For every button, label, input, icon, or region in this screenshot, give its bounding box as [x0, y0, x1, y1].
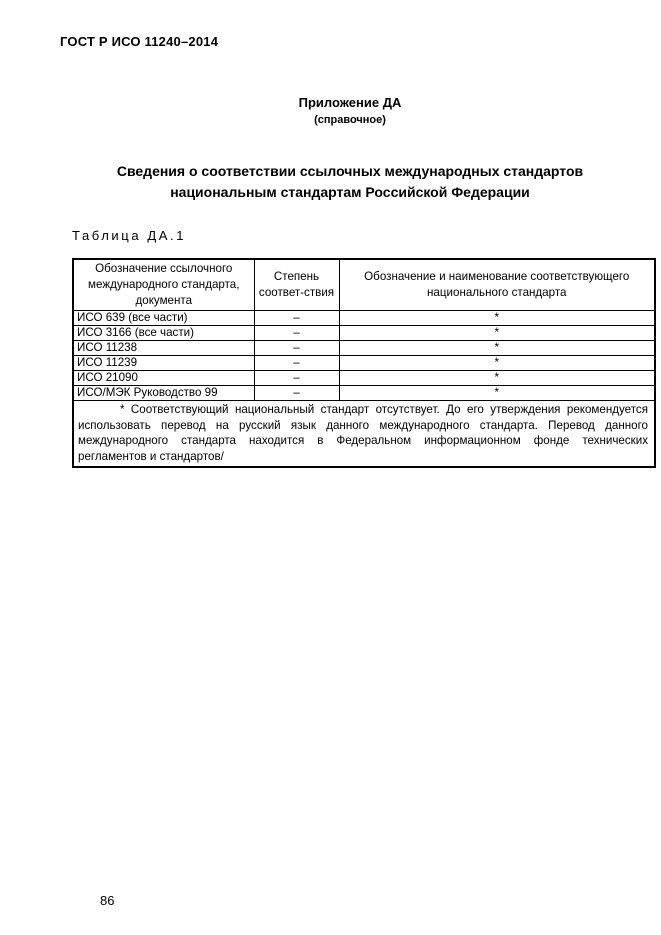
header-degree-of-correspondence: Степень соответ-ствия: [254, 259, 339, 311]
cell-national: *: [339, 371, 655, 386]
cell-national: *: [339, 386, 655, 401]
header-national-standard: Обозначение и наименование соответствующего национального стандарта: [339, 259, 655, 311]
cell-standard: ИСО 11238: [73, 341, 254, 356]
cell-standard: ИСО 11239: [73, 356, 254, 371]
cell-national: *: [339, 326, 655, 341]
appendix-subtitle: (справочное): [314, 114, 386, 126]
cell-national: *: [339, 356, 655, 371]
appendix-title: Приложение ДА: [298, 95, 402, 110]
document-code: ГОСТ Р ИСО 11240–2014: [60, 34, 219, 49]
cell-degree: –: [254, 371, 339, 386]
section-heading-line-2: национальным стандартам Российской Федерации: [170, 184, 530, 200]
table-row: [73, 371, 655, 386]
table-footnote: * Соответствующий национальный стандарт отсутствует. До его утверждения рекомендуется использовать перевод на русский язык данного международного стандарта. Перевод данного международного стандарта находится в Федеральном информационном фонде технических регламентов и стандартов/: [78, 403, 648, 463]
table-row: [73, 311, 655, 326]
cell-degree: –: [254, 326, 339, 341]
table-note-row: [73, 401, 655, 468]
correspondence-table: [72, 258, 656, 468]
cell-standard: ИСО/МЭК Руководство 99: [73, 386, 254, 401]
table-row: [73, 386, 655, 401]
correspondence-table-wrapper: [72, 258, 654, 468]
table-row: [73, 356, 655, 371]
cell-degree: –: [254, 311, 339, 326]
cell-standard: ИСО 3166 (все части): [73, 326, 254, 341]
table-note-cell: [73, 401, 655, 468]
cell-national: *: [339, 341, 655, 356]
header-international-standard: Обозначение ссылочного международного стандарта, документа: [73, 259, 254, 311]
table-header-row: [73, 259, 655, 311]
cell-degree: –: [254, 341, 339, 356]
page-number: 86: [100, 893, 115, 908]
cell-standard: ИСО 639 (все части): [73, 311, 254, 326]
cell-standard: ИСО 21090: [73, 371, 254, 386]
table-row: [73, 326, 655, 341]
cell-degree: –: [254, 356, 339, 371]
table-caption: Таблица ДА.1: [72, 228, 187, 243]
section-heading: [0, 161, 661, 203]
cell-national: *: [339, 311, 655, 326]
section-heading-line-1: Сведения о соответствии ссылочных международных стандартов: [116, 163, 584, 179]
cell-degree: –: [254, 386, 339, 401]
table-row: [73, 341, 655, 356]
